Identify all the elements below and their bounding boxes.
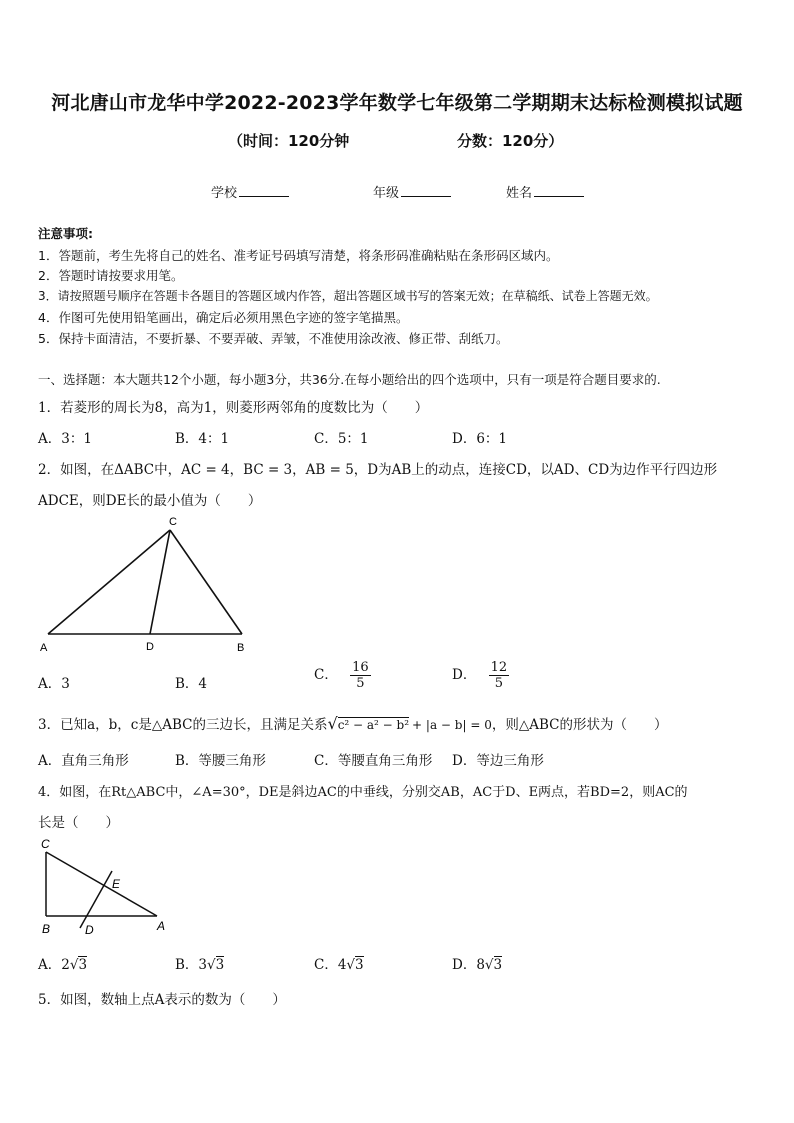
fraction: $\frac{16}{5}$ — [352, 660, 369, 691]
q3-option-a: A．直角三角形 — [38, 753, 129, 769]
q1-option-b: B．4：1 — [175, 431, 230, 447]
segment-cd — [150, 530, 170, 634]
notice-item: 3．请按照题号顺序在答题卡各题目的答题区域内作答，超出答题区域书写的答案无效；在草稿纸、试卷上答题无效。 — [38, 289, 658, 303]
q1-option-d: D．6：1 — [452, 431, 508, 447]
q2-option-a: A．3 — [38, 676, 70, 692]
perpendicular-bisector-de — [80, 871, 112, 928]
label-a: A — [40, 642, 48, 654]
segment-ac — [48, 530, 170, 634]
school-field: 学校 — [211, 182, 289, 201]
question-1: 1．若菱形的周长为8，高为1，则菱形两邻角的度数比为（ ） — [38, 400, 429, 416]
notice-item: 4．作图可先使用铅笔画出，确定后必须用黑色字迹的签字笔描黑。 — [38, 310, 409, 325]
question-5: 5．如图，数轴上点A表示的数为（ ） — [38, 992, 286, 1008]
question-2-line1: 2．如图，在ΔABC中，AC = 4，BC = 3，AB = 5，D为AB上的动点，连接CD，以AD、CD为边作平行四边形 — [38, 462, 718, 478]
label-a: A — [157, 919, 166, 933]
q4-option-d: D．8√3 — [452, 957, 503, 973]
label-d: D — [146, 641, 154, 653]
q2-option-c: C． $\frac{16}{5}$ — [314, 660, 369, 691]
q1-option-a: A．3：1 — [38, 431, 92, 447]
section-heading: 一、选择题：本大题共12个小题，每小题3分，共36分.在每小题给出的四个选项中，只有一项是符合题目要求的. — [38, 372, 661, 387]
fraction: $\frac{12}{5}$ — [490, 660, 508, 691]
q4-option-a: A．2√3 — [38, 957, 88, 973]
notice-heading: 注意事项: — [38, 226, 93, 241]
q4-triangle-figure — [36, 834, 176, 938]
q3-option-c: C．等腰直角三角形 — [314, 753, 433, 769]
label-d: D — [85, 923, 94, 937]
q4-option-b: B．3√3 — [175, 957, 225, 973]
exam-title: 河北唐山市龙华中学2022-2023学年数学七年级第二学期期末达标检测模拟试题 — [51, 92, 743, 114]
name-field: 姓名 — [506, 182, 584, 201]
q1-option-c: C．5：1 — [314, 431, 369, 447]
time-info: （时间：120分钟 — [228, 132, 350, 150]
q2-option-b: B．4 — [175, 676, 208, 692]
segment-ca — [46, 852, 157, 916]
question-3: 3．已知a，b，c是△ABC的三边长，且满足关系√c² − a² − b² + |a − b| = 0，则△ABC的形状为（ ） — [38, 714, 668, 733]
q2-triangle-figure — [36, 512, 256, 657]
notice-item: 2．答题时请按要求用笔。 — [38, 268, 184, 283]
label-b: B — [42, 922, 51, 936]
q4-option-c: C．4√3 — [314, 957, 364, 973]
q3-option-d: D．等边三角形 — [452, 753, 544, 769]
score-info: 分数：120分） — [457, 132, 564, 150]
label-c: C — [41, 837, 50, 851]
label-b: B — [237, 642, 245, 654]
question-4-line2: 长是（ ） — [38, 815, 119, 831]
grade-field: 年级 — [373, 182, 451, 201]
label-c: C — [169, 516, 177, 528]
q3-option-b: B．等腰三角形 — [175, 753, 266, 769]
notice-item: 5．保持卡面清洁，不要折暴、不要弄破、弄皱，不准使用涂改液、修正带、刮纸刀。 — [38, 331, 509, 346]
q2-option-d: D． $\frac{12}{5}$ — [452, 660, 508, 691]
segment-bc — [170, 530, 242, 634]
question-2-line2: ADCE，则DE长的最小值为（ ） — [38, 493, 262, 509]
label-e: E — [112, 877, 121, 891]
sqrt-symbol: √ — [327, 714, 338, 733]
notice-item: 1．答题前，考生先将自己的姓名、准考证号码填写清楚，将条形码准确粘贴在条形码区域内。 — [38, 248, 559, 263]
question-4-line1: 4．如图，在Rt△ABC中，∠A=30°，DE是斜边AC的中垂线，分别交AB，AC于D、E两点，若BD=2，则AC的 — [38, 785, 688, 800]
